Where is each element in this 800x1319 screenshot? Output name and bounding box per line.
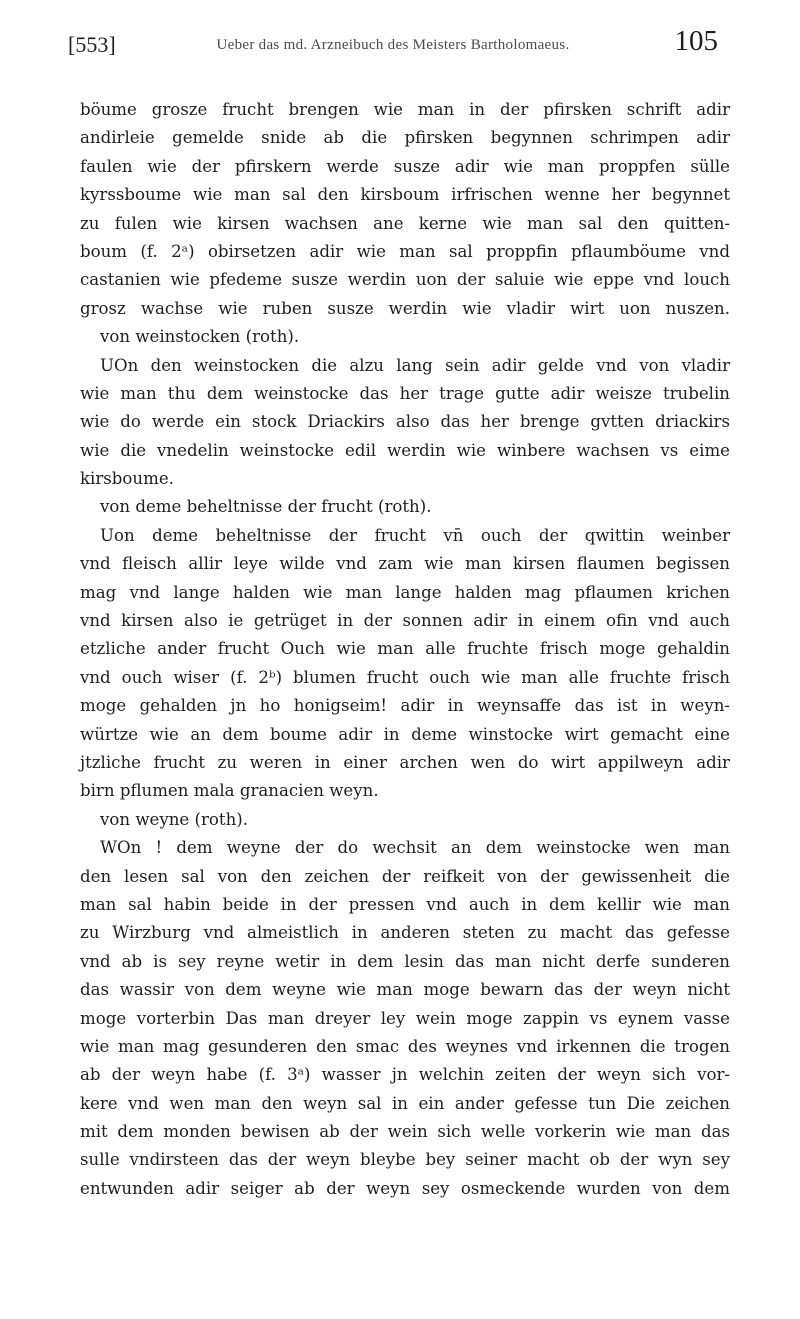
text-line: Uon deme beheltnisse der frucht vn̄ ouch der qwittin weinber: [100, 525, 730, 545]
body-text: [80, 96, 730, 1203]
text-line: boum (f. 2ᵃ) obirsetzen adir wie man sal proppfin pflaumböume vnd: [80, 241, 730, 261]
text-line: böume grosze frucht brengen wie man in der pfirsken schrift adir: [80, 100, 730, 119]
text-line: andirleie gemelde snide ab die pfirsken begynnen schrimpen adir: [80, 128, 730, 148]
text-line: vnd ouch wiser (f. 2ᵇ) blumen frucht ouch wie man alle fruchte frisch: [80, 667, 730, 687]
text-line: birn pflumen mala granacien weyn.: [80, 781, 379, 801]
text-line: vnd ab is sey reyne wetir in dem lesin das man nicht derfe sunderen: [80, 951, 730, 971]
text-line: mit dem monden bewisen ab der wein sich welle vorkerin wie man das: [80, 1122, 730, 1142]
page-header: [68, 22, 718, 66]
text-line: kirsboume.: [80, 469, 174, 489]
text-line: kyrssboume wie man sal den kirsboum irfrischen wenne her begynnet: [80, 185, 730, 205]
page-number: 105: [674, 25, 718, 57]
text-line: den lesen sal von den zeichen der reifkeit von der gewissenheit die: [80, 866, 730, 886]
text-line: wie die vnedelin weinstocke edil werdin wie winbere wachsen vs eime: [80, 440, 730, 460]
text-line: wie do werde ein stock Driackirs also das her brenge gvtten driackirs: [80, 412, 730, 432]
text-line: faulen wie der pfirskern werde susze adir wie man proppfen sülle: [80, 156, 730, 176]
text-line: jtzliche frucht zu weren in einer archen wen do wirt appilweyn adir: [80, 752, 730, 772]
text-line: entwunden adir seiger ab der weyn sey osmeckende wurden von dem: [80, 1178, 730, 1198]
text-line: kere vnd wen man den weyn sal in ein ander gefesse tun Die zeichen: [80, 1093, 730, 1113]
text-line: WOn ! dem weyne der do wechsit an dem weinstocke wen man: [100, 838, 730, 858]
section-heading: von deme beheltnisse der frucht (roth).: [100, 497, 432, 517]
section-heading: von weinstocken (roth).: [100, 327, 300, 347]
section-heading: von weyne (roth).: [100, 809, 249, 829]
text-line: moge vorterbin Das man dreyer ley wein moge zappin vs eynem vasse: [80, 1008, 730, 1028]
text-line: mag vnd lange halden wie man lange halden mag pflaumen krichen: [80, 582, 730, 602]
text-line: vnd fleisch allir leye wilde vnd zam wie man kirsen flaumen begissen: [80, 554, 730, 574]
text-line: UOn den weinstocken die alzu lang sein adir gelde vnd von vladir: [100, 355, 730, 375]
text-line: zu Wirzburg vnd almeistlich in anderen steten zu macht das gefesse: [80, 923, 730, 943]
text-line: man sal habin beide in der pressen vnd auch in dem kellir wie man: [80, 894, 730, 914]
text-line: ab der weyn habe (f. 3ᵃ) wasser jn welchin zeiten der weyn sich vor-: [80, 1065, 730, 1085]
text-line: moge gehalden jn ho honigseim! adir in weynsaffe das ist in weyn-: [80, 696, 730, 716]
text-line: das wassir von dem weyne wie man moge bewarn das der weyn nicht: [80, 980, 730, 1000]
text-line: grosz wachse wie ruben susze werdin wie vladir wirt uon nuszen.: [80, 298, 730, 318]
text-line: würtze wie an dem boume adir in deme winstocke wirt gemacht eine: [80, 724, 730, 744]
text-line: zu fulen wie kirsen wachsen ane kerne wie man sal den quitten-: [80, 213, 730, 233]
text-line: wie man mag gesunderen den smac des weynes vnd irkennen die trogen: [80, 1036, 730, 1056]
text-line: wie man thu dem weinstocke das her trage gutte adir weisze trubelin: [80, 383, 730, 403]
bracket-number: [553]: [68, 32, 116, 57]
running-title: Ueber das md. Arzneibuch des Meisters Bartholomaeus.: [216, 37, 570, 53]
text-line: castanien wie pfedeme susze werdin uon der saluie wie eppe vnd louch: [80, 270, 730, 290]
text-line: vnd kirsen also ie getrüget in der sonnen adir in einem ofin vnd auch: [80, 611, 730, 631]
text-line: etzliche ander frucht Ouch wie man alle fruchte frisch moge gehaldin: [80, 639, 730, 659]
text-line: sulle vndirsteen das der weyn bleybe bey seiner macht ob der wyn sey: [80, 1150, 730, 1170]
